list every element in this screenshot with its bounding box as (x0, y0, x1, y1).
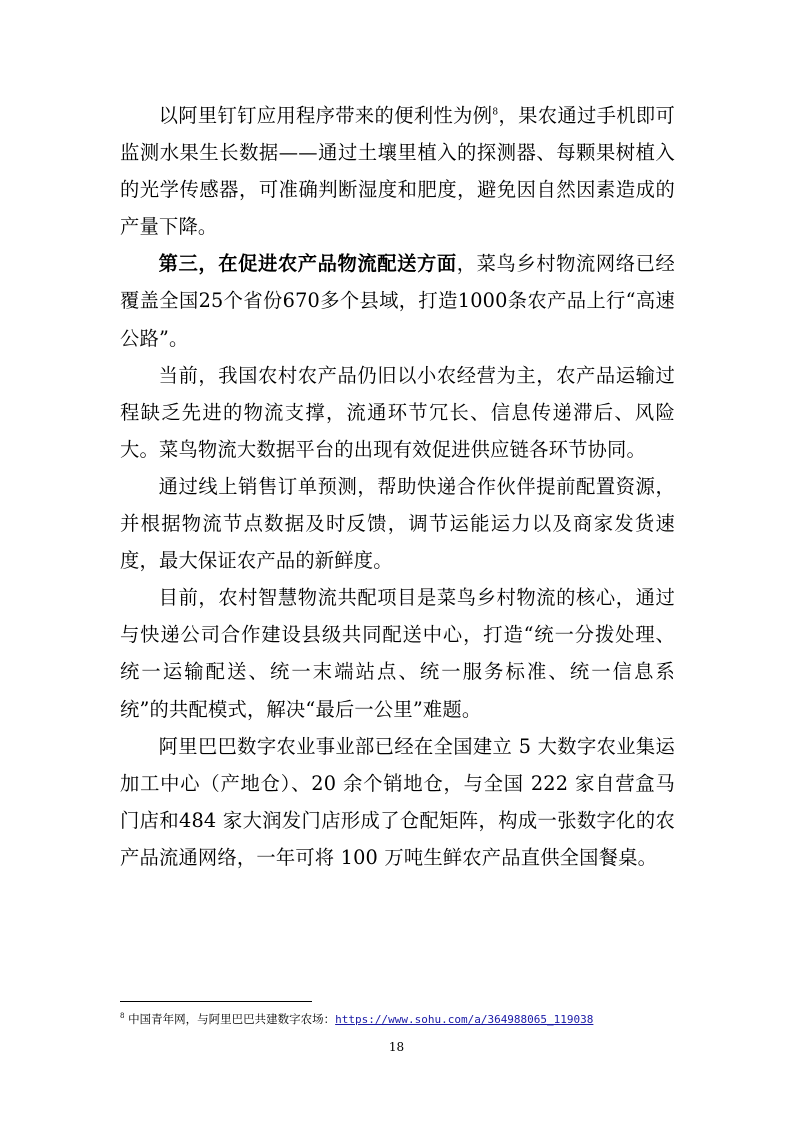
paragraph-text: ，果农通过手机即可监测水果生长数据——通过土壤里植入的探测器、每颗果树植入的光学传感器，可准确判断湿度和肥度，避免因自然因素造成的产量下降。 (120, 104, 675, 239)
footnote-text: 中国青年网，与阿里巴巴共建数字农场： (124, 1012, 336, 1026)
footnote-reference[interactable]: 8 (492, 107, 499, 118)
page-number: 18 (388, 1040, 405, 1054)
paragraph-digital-agriculture (120, 728, 675, 876)
footnote (120, 1011, 680, 1028)
paragraph-logistics (120, 245, 675, 356)
document-body (120, 97, 675, 876)
paragraph-text: 阿里巴巴数字农业事业部已经在全国建立 5 大数字农业集运加工中心（产地仓）、20 余个销地仓，与全国 222 家自营盒马门店和484 家大润发门店形成了仓配矩阵，构成一张数字化的农产品流通网络，一年可将 100 万吨生鲜农产品直供全国餐桌。 (120, 734, 675, 869)
paragraph-text: ，菜鸟乡村物流网络已经覆盖全国25个省份670多个县域，打造1000条农产品上行“高速公路”。 (120, 252, 675, 350)
footnote-link[interactable]: https://www.sohu.com/a/364988065_119038 (335, 1013, 594, 1026)
footnote-marker: 8 (120, 1012, 125, 1021)
paragraph-text: 通过线上销售订单预测，帮助快递合作伙伴提前配置资源，并根据物流节点数据及时反馈，调节运能运力以及商家发货速度，最大保证农产品的新鲜度。 (120, 474, 675, 573)
paragraph-text: 以阿里钉钉应用程序带来的便利性为例 (158, 104, 493, 127)
paragraph-text: 目前，农村智慧物流共配项目是菜鸟乡村物流的核心，通过与快递公司合作建设县级共同配送中心，打造“统一分拨处理、统一运输配送、统一末端站点、统一服务标准、统一信息系统”的共配模式，解决“最后一公里”难题。 (120, 586, 675, 721)
footnote-divider (120, 1001, 312, 1002)
paragraph-bold-lead: 第三，在促进农产品物流配送方面 (158, 252, 457, 276)
paragraph-smart-logistics (120, 579, 675, 727)
paragraph-text: 当前，我国农村农产品仍旧以小农经营为主，农产品运输过程缺乏先进的物流支撑，流通环节冗长、信息传递滞后、风险大。菜鸟物流大数据平台的出现有效促进供应链各环节协同。 (120, 363, 675, 461)
paragraph-order-forecast (120, 468, 675, 579)
paragraph-current-status (120, 357, 675, 468)
paragraph-dingtalk (120, 97, 675, 245)
